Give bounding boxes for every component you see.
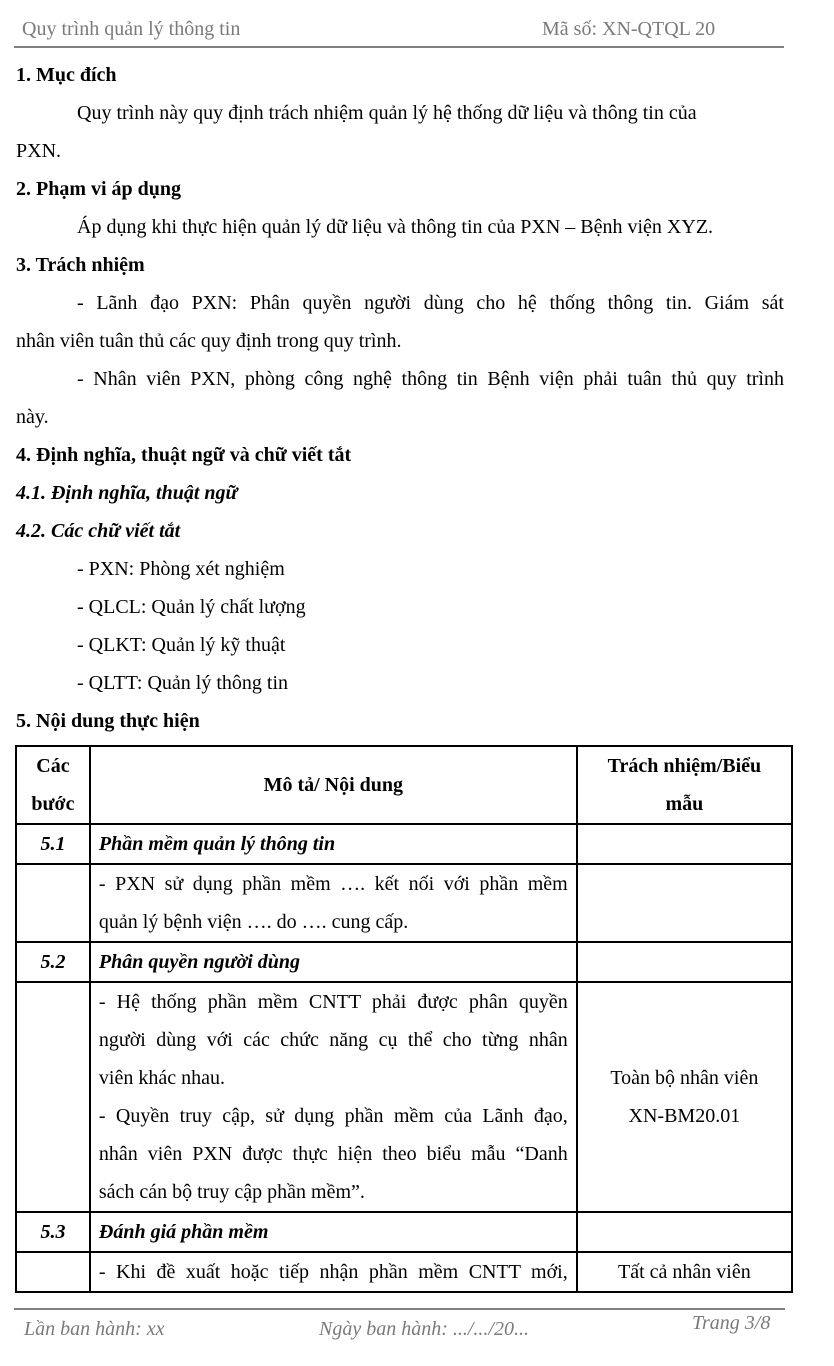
step-responsibility — [577, 864, 792, 942]
page-number: Trang 3/8 — [692, 1312, 771, 1334]
responsibility-text-line: này. — [16, 406, 49, 428]
subsection-heading-terms: 4.1. Định nghĩa, thuật ngữ — [16, 482, 238, 504]
responsibility-text-line: - Nhân viên PXN, phòng công nghệ thông tin Bệnh viện phải tuân thủ quy trình — [77, 368, 784, 390]
table-row-step-detail — [16, 1252, 792, 1292]
table-row-step-title — [16, 824, 792, 864]
responsibility-text-line: - Lãnh đạo PXN: Phân quyền người dùng cho hệ thống thông tin. Giám sát — [77, 292, 784, 314]
table-row-step-title — [16, 1212, 792, 1252]
step-responsibility — [577, 942, 792, 982]
step-number — [16, 864, 90, 942]
step-number — [16, 1252, 90, 1292]
table-row-step-title — [16, 942, 792, 982]
document-body — [16, 56, 784, 740]
table-header-row — [16, 746, 792, 824]
section-heading-content: 5. Nội dung thực hiện — [16, 710, 200, 732]
section-heading-scope: 2. Phạm vi áp dụng — [16, 178, 182, 200]
responsibility-text-line: nhân viên tuân thủ các quy định trong quy trình. — [16, 330, 402, 352]
section-heading-definitions: 4. Định nghĩa, thuật ngữ và chữ viết tắt — [16, 444, 352, 466]
abbreviation-item: - QLKT: Quản lý kỹ thuật — [77, 634, 286, 656]
step-description: - Hệ thống phần mềm CNTT phải được phân quyền người dùng với các chức năng cụ thể cho từng nhân viên khác nhau. - Quyền truy cập, sử dụng phần mềm của Lãnh đạo, nhân viên PXN được thực hiện theo biểu mẫu “Danh sách cán bộ truy cập phần mềm”. — [90, 982, 577, 1212]
step-title: Phần mềm quản lý thông tin — [90, 824, 577, 864]
step-responsibility — [577, 1212, 792, 1252]
issue-date: Ngày ban hành: .../.../20... — [319, 1318, 529, 1340]
subsection-heading-abbreviations: 4.2. Các chữ viết tắt — [16, 520, 181, 542]
step-responsibility — [577, 824, 792, 864]
document-code: Mã số: XN-QTQL 20 — [542, 18, 716, 40]
abbreviation-item: - PXN: Phòng xét nghiệm — [77, 558, 285, 580]
step-title: Phân quyền người dùng — [90, 942, 577, 982]
step-number: 5.3 — [16, 1212, 90, 1252]
step-number: 5.1 — [16, 824, 90, 864]
column-header-responsibility: Trách nhiệm/Biểu mẫu — [577, 746, 792, 824]
step-title: Đánh giá phần mềm — [90, 1212, 577, 1252]
column-header-steps: Các bước — [16, 746, 90, 824]
purpose-text-line: Quy trình này quy định trách nhiệm quản lý hệ thống dữ liệu và thông tin của — [77, 102, 697, 124]
page-footer — [14, 1308, 785, 1340]
section-heading-purpose: 1. Mục đích — [16, 64, 117, 86]
step-number: 5.2 — [16, 942, 90, 982]
purpose-text-line: PXN. — [16, 140, 62, 162]
step-responsibility: Tất cả nhân viên — [577, 1252, 792, 1292]
table-row-step-detail — [16, 864, 792, 942]
step-description: - Khi đề xuất hoặc tiếp nhận phần mềm CNTT mới, — [90, 1252, 577, 1292]
table-row-step-detail — [16, 982, 792, 1212]
abbreviation-item: - QLCL: Quản lý chất lượng — [77, 596, 306, 618]
edition-number: Lần ban hành: xx — [24, 1318, 165, 1340]
scope-text: Áp dụng khi thực hiện quản lý dữ liệu và thông tin của PXN – Bệnh viện XYZ. — [77, 216, 714, 238]
page-header — [14, 14, 784, 48]
procedure-table — [15, 745, 793, 1293]
form-code: XN-BM20.01 — [628, 1105, 741, 1127]
step-description: - PXN sử dụng phần mềm …. kết nối với phần mềm quản lý bệnh viện …. do …. cung cấp. — [90, 864, 577, 942]
section-heading-responsibility: 3. Trách nhiệm — [16, 254, 145, 276]
document-title: Quy trình quản lý thông tin — [22, 18, 241, 40]
step-responsibility: Toàn bộ nhân viên XN-BM20.01 — [577, 982, 792, 1212]
column-header-description: Mô tả/ Nội dung — [90, 746, 577, 824]
step-number — [16, 982, 90, 1212]
abbreviation-item: - QLTT: Quản lý thông tin — [77, 672, 289, 694]
